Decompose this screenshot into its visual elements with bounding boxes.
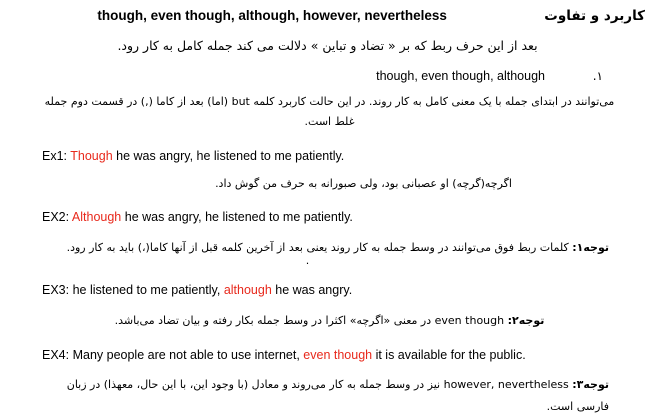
note-1-trailing-dot: . (305, 254, 310, 268)
example-3 (10, 281, 645, 300)
example-4-before: Many people are not able to use internet, (69, 347, 304, 362)
note-1 (10, 237, 645, 258)
document-header (10, 8, 645, 24)
intro-paragraph: بعد از این حرف ربط که بر « تضاد و تباین » دلالت می کند جمله کامل به کار رود. (117, 38, 538, 53)
example-2 (10, 208, 645, 227)
example-2-highlight: Although (71, 210, 122, 225)
header-title-english: though, even though, although, however, nevertheless (97, 8, 447, 23)
section-1-heading (10, 69, 645, 83)
example-1-translation: اگرچه(گرچه) او عصبانی بود، ولی صبورانه به حرف من گوش داد. (215, 177, 512, 191)
example-1-label: Ex1: (42, 148, 68, 163)
example-4 (10, 346, 645, 365)
note-3 (10, 374, 645, 417)
example-3-label: EX3: (42, 283, 70, 298)
header-title-farsi: کاربرد و تفاوت (544, 8, 645, 24)
example-4-highlight: even though (303, 347, 373, 362)
example-4-after: it is available for the public. (372, 347, 526, 362)
note-3-label: توجه۳: (572, 378, 609, 392)
example-3-highlight: although (223, 283, 272, 298)
note-2 (10, 310, 645, 331)
example-1 (10, 147, 645, 166)
example-4-label: EX4: (42, 347, 70, 362)
note-2-label: توجه۲: (507, 314, 545, 328)
section-keywords: though, even though, although (376, 69, 545, 83)
example-1-after: he was angry, he listened to me patiently. (112, 148, 345, 163)
example-1-highlight: Though (70, 148, 113, 163)
note-1-label: توجه۱: (572, 240, 609, 254)
note-2-text: even though در معنی «اگرچه» اکثرا در وسط جمله بکار رفته و بیان تضاد می‌باشد. (114, 314, 508, 328)
section-1-explanation: می‌توانند در ابتدای جمله با یک معنی کامل به کار روند. در این حالت کاربرد کلمه but (اما) بعد از کاما (,) در قسمت دوم جمله غلط است. (44, 95, 615, 129)
note-1-text: کلمات ربط فوق می‌توانند در وسط جمله به کار روند یعنی بعد از آخرین کلمه قبل از آنها کاما(،) باید به کار رود. (66, 240, 573, 254)
example-3-after: he was angry. (271, 283, 353, 298)
note-3-text: however, nevertheless نیز در وسط جمله به کار می‌روند و معادل (با وجود این، با این حال، معهذا) در زبان فارسی است. (66, 378, 609, 413)
example-3-before: he listened to me patiently, (69, 283, 224, 298)
example-2-label: EX2: (42, 210, 70, 225)
section-number: ۱. (592, 69, 603, 83)
example-2-after: he was angry, he listened to me patiently. (121, 210, 353, 225)
